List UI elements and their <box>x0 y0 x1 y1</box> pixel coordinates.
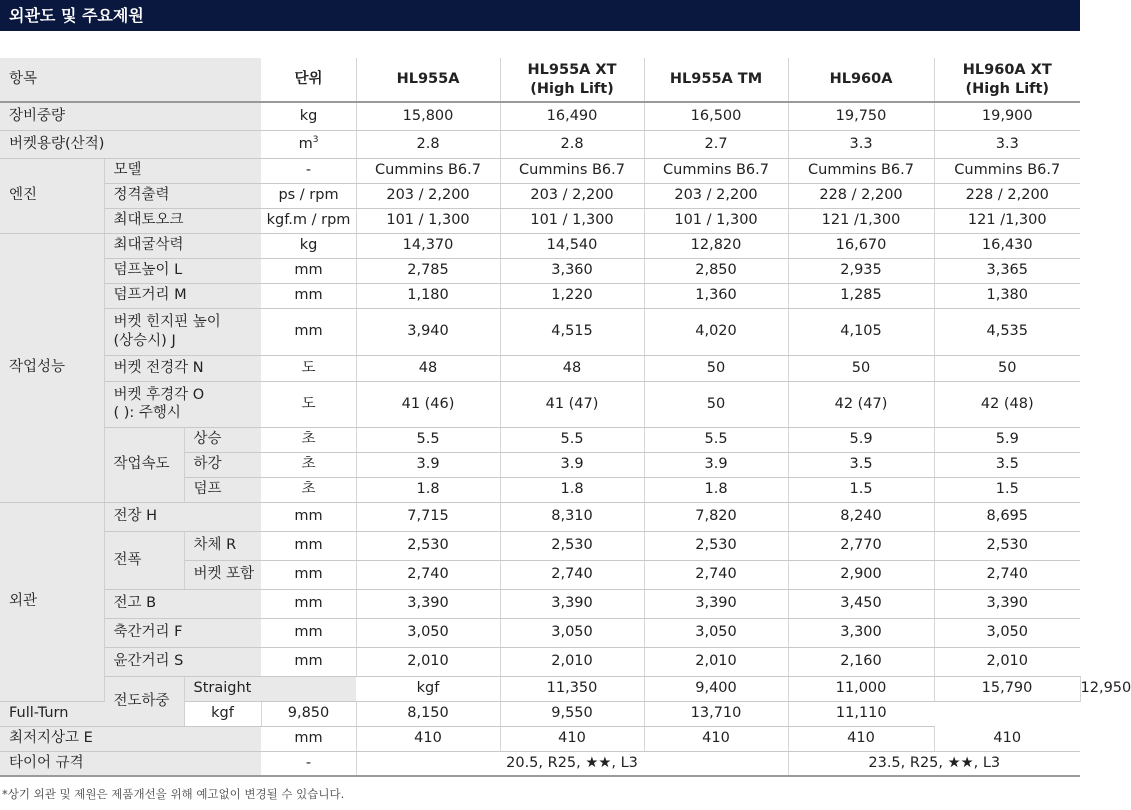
cell: 2,850 <box>644 258 788 283</box>
cell: 50 <box>934 355 1080 381</box>
cell: 48 <box>500 355 644 381</box>
row-unit: 초 <box>261 452 356 477</box>
section-title: 외관도 및 주요제원 <box>0 0 1080 31</box>
group-engine: 엔진 <box>0 158 104 233</box>
footnote: *상기 외관 및 제원은 제품개선을 위해 예고없이 변경될 수 있습니다. <box>2 787 345 801</box>
header-model-1: HL955A <box>356 58 500 102</box>
cell: 2,010 <box>644 647 788 676</box>
header-model-3: HL955A TM <box>644 58 788 102</box>
row-label: Full-Turn <box>0 701 184 726</box>
row-label: 덤프 <box>184 477 261 502</box>
cell: 3,365 <box>934 258 1080 283</box>
header-unit: 단위 <box>261 58 356 102</box>
cell: 3,390 <box>356 589 500 618</box>
cell: 2.7 <box>644 130 788 158</box>
cell: 1.8 <box>644 477 788 502</box>
cell: 2,740 <box>356 560 500 589</box>
cell: 1,360 <box>644 283 788 308</box>
row-unit: $m^3$ <box>261 130 356 158</box>
cell: 2,740 <box>934 560 1080 589</box>
cell: 3.3 <box>934 130 1080 158</box>
cell: 2,785 <box>356 258 500 283</box>
cell: 7,820 <box>644 502 788 531</box>
cell: 23.5, R25, ★★, L3 <box>788 751 1080 776</box>
cell: 3,450 <box>788 589 934 618</box>
row-label: 전장 H <box>104 502 261 531</box>
row-label: 덤프거리 M <box>104 283 261 308</box>
row-label: 덤프높이 L <box>104 258 261 283</box>
group-speed: 작업속도 <box>104 427 184 502</box>
row-unit: 초 <box>261 427 356 452</box>
cell: 9,400 <box>644 676 788 701</box>
cell: 8,240 <box>788 502 934 531</box>
cell: 410 <box>356 726 500 751</box>
row-bucket <box>0 130 1080 158</box>
row-unit: mm <box>261 589 356 618</box>
cell: 16,670 <box>788 233 934 258</box>
cell: 410 <box>788 726 934 751</box>
header-model-2: HL955A XT (High Lift) <box>500 58 644 102</box>
row-raise <box>0 427 1080 452</box>
cell: 3.9 <box>356 452 500 477</box>
cell: 50 <box>644 381 788 427</box>
row-label: 버켓 포함 <box>184 560 261 589</box>
cell: 5.5 <box>356 427 500 452</box>
cell: 3,940 <box>356 308 500 355</box>
row-hinge <box>0 308 1080 355</box>
cell: 101 / 1,300 <box>644 208 788 233</box>
row-label: 최대토오크 <box>104 208 261 233</box>
row-unit: mm <box>261 726 356 751</box>
cell: 2,770 <box>788 531 934 560</box>
cell: 11,350 <box>500 676 644 701</box>
cell: 5.9 <box>788 427 934 452</box>
row-label: 버켓 힌지핀 높이 (상승시) J <box>104 308 261 355</box>
cell: 3,050 <box>500 618 644 647</box>
row-unit: mm <box>261 283 356 308</box>
row-unit: mm <box>261 258 356 283</box>
row-length <box>0 502 1080 531</box>
cell: Cummins B6.7 <box>356 158 500 183</box>
cell: 19,750 <box>788 102 934 130</box>
cell: 12,820 <box>644 233 788 258</box>
cell: 121 /1,300 <box>788 208 934 233</box>
row-engine-model <box>0 158 1080 183</box>
cell: 1,180 <box>356 283 500 308</box>
cell: 5.5 <box>644 427 788 452</box>
row-label: 최저지상고 E <box>0 726 261 751</box>
row-power <box>0 183 1080 208</box>
cell: 50 <box>644 355 788 381</box>
row-tilt-forward <box>0 355 1080 381</box>
row-tilt-back <box>0 381 1080 427</box>
cell: 1.5 <box>934 477 1080 502</box>
cell: 5.5 <box>500 427 644 452</box>
row-label: 버켓용량(산적) <box>0 130 261 158</box>
cell: 9,550 <box>500 701 644 726</box>
row-breakout <box>0 233 1080 258</box>
row-weight <box>0 102 1080 130</box>
group-tipping: 전도하중 <box>104 676 184 726</box>
cell: 4,020 <box>644 308 788 355</box>
spec-table <box>0 58 1131 777</box>
cell: 2,160 <box>788 647 934 676</box>
cell: 19,900 <box>934 102 1080 130</box>
row-unit: mm <box>261 502 356 531</box>
cell: 1,285 <box>788 283 934 308</box>
row-unit: kg <box>261 233 356 258</box>
cell: 16,490 <box>500 102 644 130</box>
cell: 8,695 <box>934 502 1080 531</box>
cell: 2,740 <box>644 560 788 589</box>
cell: Cummins B6.7 <box>644 158 788 183</box>
cell: 121 /1,300 <box>934 208 1080 233</box>
cell: 228 / 2,200 <box>788 183 934 208</box>
cell: 3,050 <box>644 618 788 647</box>
cell: 42 (48) <box>934 381 1080 427</box>
row-height <box>0 589 1080 618</box>
row-label: 차체 R <box>184 531 261 560</box>
row-dump-reach <box>0 283 1080 308</box>
row-label: Straight <box>184 676 356 701</box>
row-tread <box>0 647 1080 676</box>
cell: 2.8 <box>356 130 500 158</box>
cell: 42 (47) <box>788 381 934 427</box>
cell: 1,380 <box>934 283 1080 308</box>
row-unit: - <box>261 158 356 183</box>
cell: 2,740 <box>500 560 644 589</box>
cell: Cummins B6.7 <box>500 158 644 183</box>
cell: 3.9 <box>500 452 644 477</box>
row-unit: kgf <box>184 701 261 726</box>
cell: 4,535 <box>934 308 1080 355</box>
row-unit: 도 <box>261 355 356 381</box>
cell: 203 / 2,200 <box>644 183 788 208</box>
cell: 1.5 <box>788 477 934 502</box>
row-label: 하강 <box>184 452 261 477</box>
cell: 101 / 1,300 <box>356 208 500 233</box>
cell: 3.9 <box>644 452 788 477</box>
cell: 101 / 1,300 <box>500 208 644 233</box>
cell: 3.5 <box>788 452 934 477</box>
cell: 16,500 <box>644 102 788 130</box>
cell: 48 <box>356 355 500 381</box>
cell: 1.8 <box>500 477 644 502</box>
cell: 3,390 <box>500 589 644 618</box>
row-unit: ps / rpm <box>261 183 356 208</box>
row-torque <box>0 208 1080 233</box>
header-model-4: HL960A <box>788 58 934 102</box>
cell: 2,900 <box>788 560 934 589</box>
cell: 4,105 <box>788 308 934 355</box>
cell: 2,010 <box>356 647 500 676</box>
cell: 8,310 <box>500 502 644 531</box>
row-unit: mm <box>261 647 356 676</box>
cell: 1,220 <box>500 283 644 308</box>
cell: 410 <box>934 726 1080 751</box>
cell: 41 (46) <box>356 381 500 427</box>
row-unit: mm <box>261 618 356 647</box>
cell: 2,010 <box>934 647 1080 676</box>
cell: 2,530 <box>500 531 644 560</box>
cell: 3,390 <box>644 589 788 618</box>
cell: 228 / 2,200 <box>934 183 1080 208</box>
row-label: 전고 B <box>104 589 261 618</box>
header-model-5: HL960A XT (High Lift) <box>934 58 1080 102</box>
header-row <box>0 58 1080 102</box>
cell: 7,715 <box>356 502 500 531</box>
row-unit: - <box>261 751 356 776</box>
row-unit: mm <box>261 531 356 560</box>
cell: 50 <box>788 355 934 381</box>
row-label: 정격출력 <box>104 183 261 208</box>
cell: 2,530 <box>934 531 1080 560</box>
group-performance: 작업성능 <box>0 233 104 502</box>
cell: 1.8 <box>356 477 500 502</box>
cell: 3,390 <box>934 589 1080 618</box>
row-label: 상승 <box>184 427 261 452</box>
row-label: 최대굴삭력 <box>104 233 261 258</box>
row-dump-height <box>0 258 1080 283</box>
row-unit: mm <box>261 560 356 589</box>
cell: 20.5, R25, ★★, L3 <box>356 751 788 776</box>
row-label: 윤간거리 S <box>104 647 261 676</box>
cell: Cummins B6.7 <box>934 158 1080 183</box>
group-width: 전폭 <box>104 531 184 589</box>
cell: 13,710 <box>644 701 788 726</box>
cell: 2,935 <box>788 258 934 283</box>
row-unit: mm <box>261 308 356 355</box>
row-unit: kgf.m / rpm <box>261 208 356 233</box>
row-straight: 전도하중 Straight kgf 11,350 9,400 11,000 15,790 12,950 <box>0 676 1080 701</box>
cell: 15,800 <box>356 102 500 130</box>
cell: 15,790 <box>934 676 1080 701</box>
cell: 203 / 2,200 <box>500 183 644 208</box>
cell: 2,010 <box>500 647 644 676</box>
cell: 8,150 <box>356 701 500 726</box>
row-label: 버켓 전경각 N <box>104 355 261 381</box>
row-wheelbase <box>0 618 1080 647</box>
cell: 3.5 <box>934 452 1080 477</box>
cell: 2,530 <box>356 531 500 560</box>
cell: 3,050 <box>934 618 1080 647</box>
cell: 11,000 <box>788 676 934 701</box>
cell: 14,540 <box>500 233 644 258</box>
header-item: 항목 <box>0 58 261 102</box>
cell: 14,370 <box>356 233 500 258</box>
cell: 3.3 <box>788 130 934 158</box>
row-body-width <box>0 531 1080 560</box>
row-clearance <box>0 726 1080 751</box>
cell: Cummins B6.7 <box>788 158 934 183</box>
row-label: 축간거리 F <box>104 618 261 647</box>
cell: 41 (47) <box>500 381 644 427</box>
cell: 2.8 <box>500 130 644 158</box>
cell: 16,430 <box>934 233 1080 258</box>
cell: 5.9 <box>934 427 1080 452</box>
row-unit: 초 <box>261 477 356 502</box>
group-exterior: 외관 <box>0 502 104 701</box>
cell: 3,360 <box>500 258 644 283</box>
row-unit: kgf <box>356 676 500 701</box>
row-label: 타이어 규격 <box>0 751 261 776</box>
cell: 11,110 <box>788 701 934 726</box>
cell: 3,300 <box>788 618 934 647</box>
cell: 4,515 <box>500 308 644 355</box>
row-tire <box>0 751 1080 776</box>
cell: 410 <box>644 726 788 751</box>
cell: 9,850 <box>261 701 356 726</box>
cell: 203 / 2,200 <box>356 183 500 208</box>
cell: 2,530 <box>644 531 788 560</box>
row-unit: kg <box>261 102 356 130</box>
cell: 3,050 <box>356 618 500 647</box>
row-label: 버켓 후경각 O ( ): 주행시 <box>104 381 261 427</box>
row-label: 모델 <box>104 158 261 183</box>
row-unit: 도 <box>261 381 356 427</box>
row-label: 장비중량 <box>0 102 261 130</box>
cell: 410 <box>500 726 644 751</box>
